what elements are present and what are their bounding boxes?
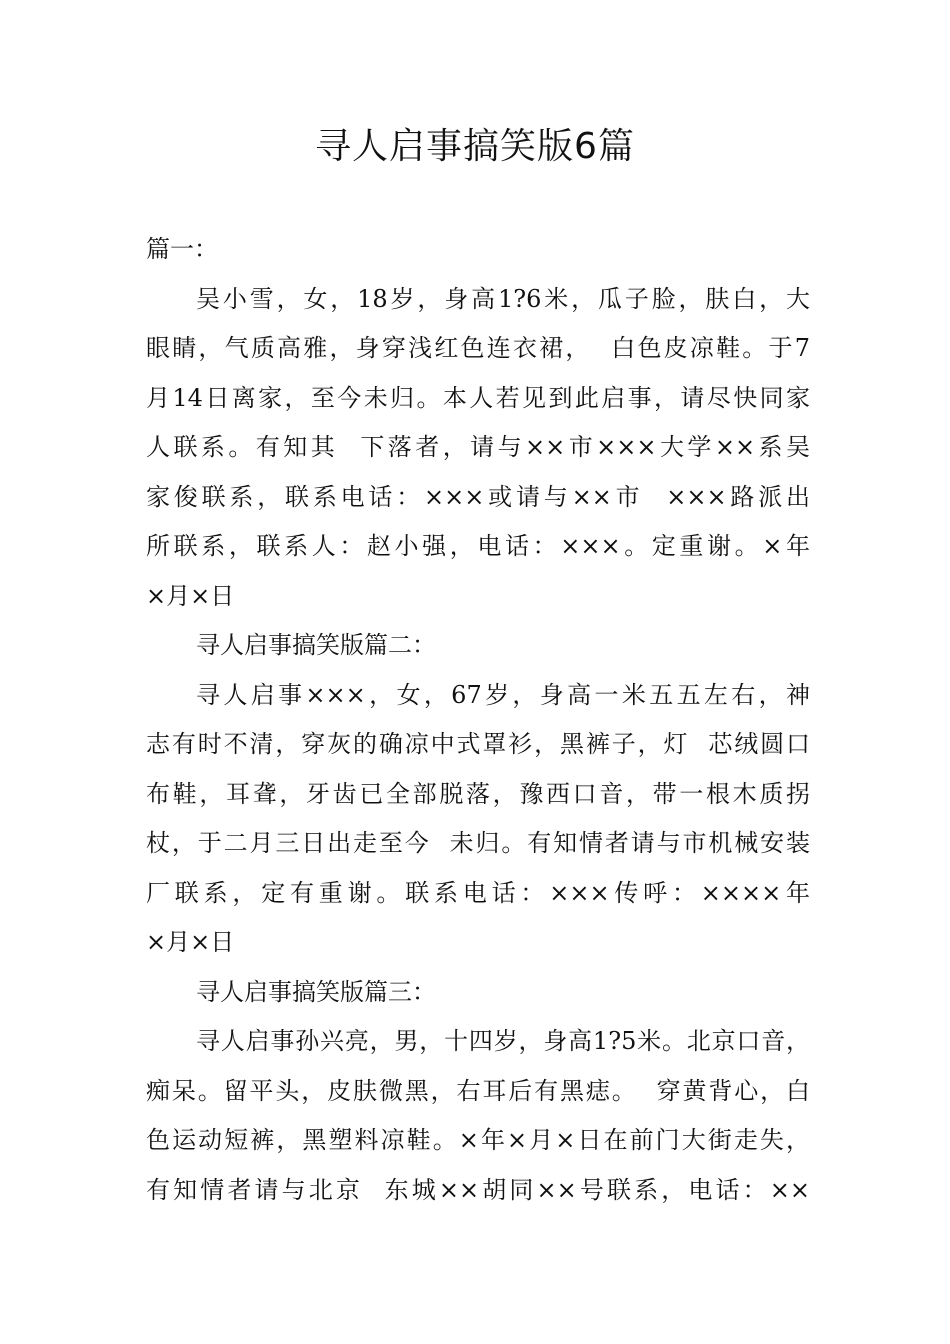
- text-line: 志有时不清，穿灰的确凉中式罩衫，黑裤子，灯 芯绒圆口: [146, 730, 810, 758]
- text-line: 布鞋，耳聋，牙齿已全部脱落，豫西口音，带一根木质拐: [146, 779, 810, 808]
- text-line: 家俊联系，联系电话：×××或请与××市 ×××路派出: [146, 482, 810, 511]
- text-line: 眼睛，气质高雅，身穿浅红色连衣裙， 白色皮凉鞋。于7: [146, 334, 810, 362]
- text-line: 月14日离家，至今未归。本人若见到此启事，请尽快同家: [146, 383, 810, 412]
- text-line: 有知情者请与北京 东城××胡同××号联系，电话：××: [146, 1175, 810, 1204]
- text-line: 痴呆。留平头，皮肤微黑，右耳后有黑痣。 穿黄背心，白: [146, 1076, 810, 1105]
- text-line: 人联系。有知其 下落者，请与××市×××大学××系吴: [146, 433, 810, 461]
- section-heading-1: 篇一：: [146, 235, 218, 263]
- text-line: 吴小雪，女，18岁，身高1?6米，瓜子脸，肤白，大: [196, 284, 810, 313]
- document-body: [146, 225, 810, 1215]
- document-title: 寻人启事搞笑版6篇: [315, 126, 635, 167]
- text-line: 寻人启事孙兴亮，男，十四岁，身高1?5米。北京口音，: [196, 1027, 810, 1055]
- text-line: 寻人启事×××，女，67岁，身高一米五五左右，神: [196, 680, 810, 709]
- text-line: 厂联系，定有重谢。联系电话：×××传呼：××××年: [146, 878, 810, 907]
- text-line: ×月×日: [146, 581, 235, 610]
- text-line: 所联系，联系人：赵小强，电话：×××。定重谢。×年: [146, 532, 810, 560]
- section-heading-2: 寻人启事搞笑版篇二：: [196, 631, 436, 659]
- text-line: ×月×日: [146, 928, 235, 956]
- text-line: 色运动短裤，黑塑料凉鞋。×年×月×日在前门大街走失，: [146, 1126, 810, 1154]
- section-heading-3: 寻人启事搞笑版篇三：: [196, 977, 436, 1006]
- text-line: 杖，于二月三日出走至今 未归。有知情者请与市机械安装: [146, 829, 810, 857]
